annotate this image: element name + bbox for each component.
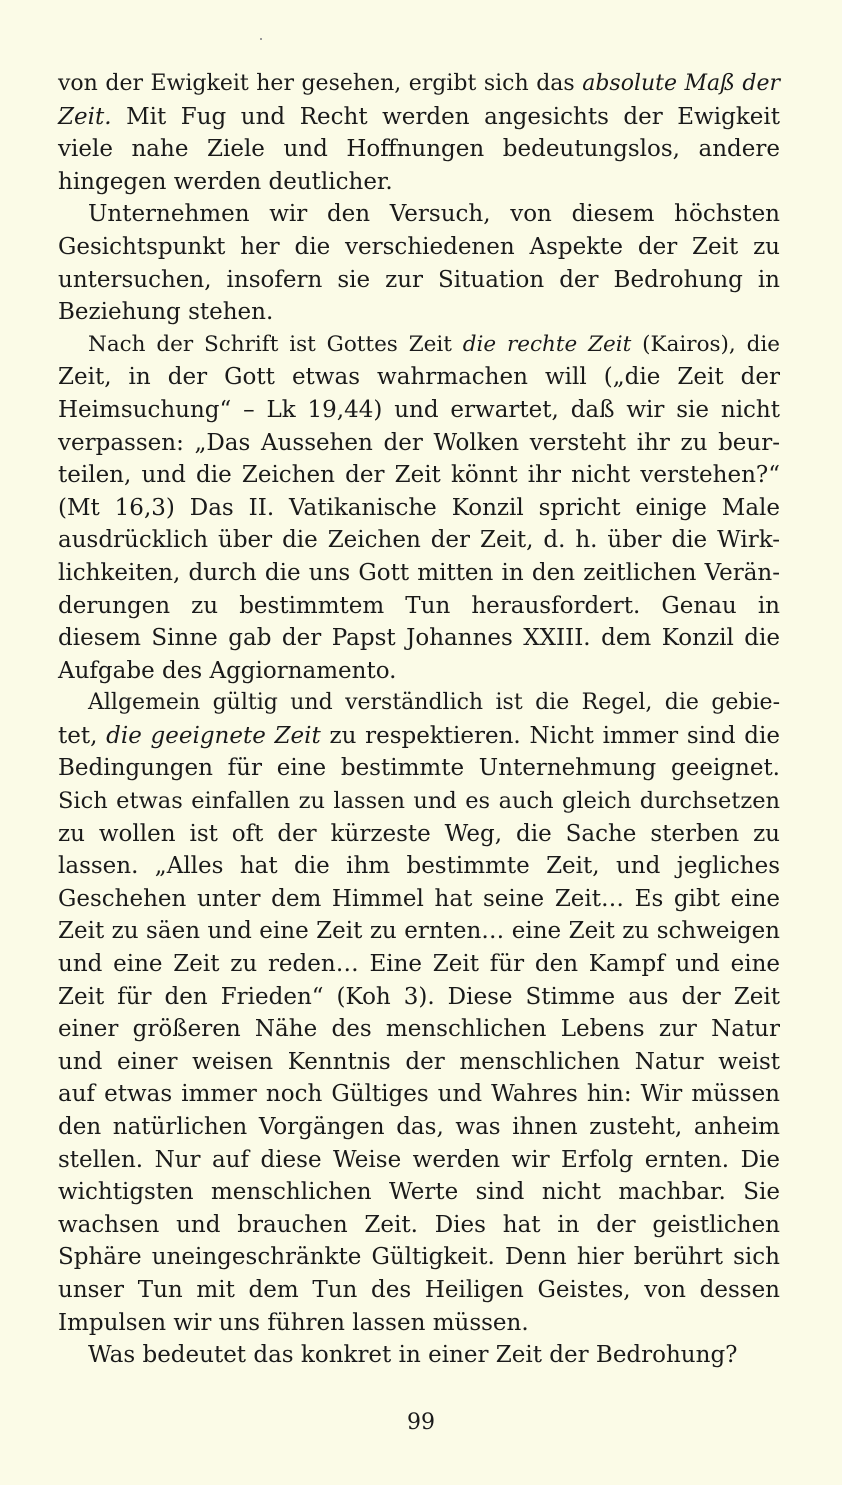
text-line: und einer weisen Kenntnis der menschlichen Natur weist [58,1048,780,1075]
text-line: Beziehung stehen. [58,299,274,326]
text-line: Heimsuchung“ – Lk 19,44) und erwartet, daß wir sie nicht [58,396,780,423]
text-line: Zeit. Mit Fug und Recht werden angesichts der Ewigkeit [58,103,780,130]
scan-speck [260,38,262,40]
text-line: ausdrücklich über die Zeichen der Zeit, d. h. über die Wirk- [58,527,780,554]
text-line: Allgemein gültig und verständlich ist die Regel, die gebie- [88,690,780,716]
text-line: zu wollen ist oft der kürzeste Weg, die Sache sterben zu [58,820,780,847]
text-line: von der Ewigkeit her gesehen, ergibt sich das absolute Maß der [58,71,780,96]
text-line: Zeit zu säen und eine Zeit zu ernten… eine Zeit zu schweigen [58,918,780,945]
text-line: Sich etwas einfallen zu lassen und es auch gleich durchsetzen [58,788,780,815]
text-line: teilen, und die Zeichen der Zeit könnt ihr nicht verstehen?“ [58,462,780,489]
text-line: Impulsen wir uns führen lassen müssen. [58,1309,529,1336]
text-line: (Mt 16,3) Das II. Vatikanische Konzil spricht einige Male [58,494,780,521]
text-line: wichtigsten menschlichen Werte sind nicht machbar. Sie [58,1179,780,1206]
text-line: Unternehmen wir den Versuch, von diesem höchsten [88,201,780,228]
text-line: diesem Sinne gab der Papst Johannes XXIII. dem Konzil die [58,625,780,652]
page-number: 99 [407,1410,435,1435]
text-line: viele nahe Ziele und Hoffnungen bedeutungslos, andere [58,136,780,163]
text-line: Aufgabe des Aggiornamento. [58,657,397,684]
text-line: Zeit für den Frieden“ (Koh 3). Diese Stimme aus der Zeit [58,983,780,1010]
text-line: hingegen werden deutlicher. [58,168,393,195]
text-line: Was bedeutet das konkret in einer Zeit der Bedrohung? [88,1342,738,1369]
text-line: lassen. „Alles hat die ihm bestimmte Zeit, und jegliches [58,853,780,880]
text-line: Nach der Schrift ist Gottes Zeit die rechte Zeit (Kairos), die [88,331,780,357]
text-line: wachsen und brauchen Zeit. Dies hat in der geistlichen [58,1211,780,1238]
text-line: Geschehen unter dem Himmel hat seine Zeit… Es gibt eine [58,885,780,912]
text-line: derungen zu bestimmtem Tun herausfordert. Genau in [58,592,780,619]
text-line: einer größeren Nähe des menschlichen Lebens zur Natur [58,1016,780,1043]
text-line: auf etwas immer noch Gültiges und Wahres hin: Wir müssen [58,1081,780,1108]
text-line: unser Tun mit dem Tun des Heiligen Geistes, von dessen [58,1276,780,1303]
text-line: verpassen: „Das Aussehen der Wolken versteht ihr zu beur- [58,429,780,456]
text-line: Bedingungen für eine bestimmte Unternehmung geeignet. [58,755,780,782]
text-line: den natürlichen Vorgängen das, was ihnen zusteht, anheim [58,1114,780,1140]
text-line: Gesichtspunkt her die verschiedenen Aspekte der Zeit zu [58,233,780,260]
text-line: stellen. Nur auf diese Weise werden wir Erfolg ernten. Die [58,1146,780,1173]
text-line: untersuchen, insofern sie zur Situation der Bedrohung in [58,266,780,293]
text-line: tet, die geeignete Zeit zu respektieren. Nicht immer sind die [58,722,780,749]
text-line: und eine Zeit zu reden… Eine Zeit für den Kampf und eine [58,951,780,978]
body-text [58,68,780,1372]
text-line: Zeit, in der Gott etwas wahrmachen will („die Zeit der [58,364,780,391]
text-line: lichkeiten, durch die uns Gott mitten in den zeitlichen Verän- [58,559,780,586]
text-line: Sphäre uneingeschränkte Gültigkeit. Denn hier berührt sich [58,1244,780,1271]
